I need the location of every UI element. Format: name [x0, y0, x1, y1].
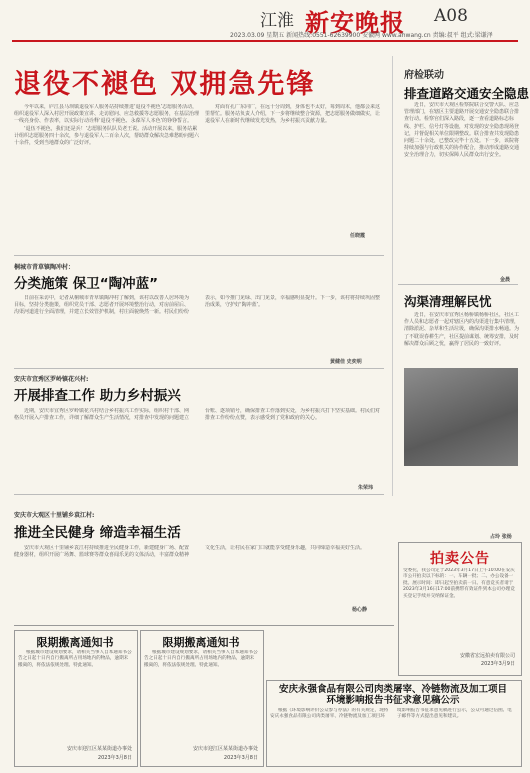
section-name: 江淮: [260, 11, 294, 31]
masthead: [0, 0, 530, 44]
article3-byline: 朱荣玮: [358, 485, 374, 491]
masthead-rule: [12, 40, 518, 42]
article4-body: 安庆市大观区十里铺乡袁江村持续推进全民健身工作，新建健身广场、配置健身器材，组织开展广场舞、篮球赛等群众喜闻乐见的文体活动，丰富群众精神文化生活，让村民在家门口就能享受健身乐趣，共同缔造幸福美好生活。: [14, 545, 366, 559]
side2-body: 近日，在安庆市宜秀区杨桥镇杨桥社区，社区工作人员和志愿者一起对辖区内的沟渠进行集中清理，清除淤泥、杂草和生活垃圾，确保沟渠排水畅通。为了不耽误春耕生产，社区提前谋划、统筹安排，及时解决群众后顾之忧，赢得了居民的一致好评。: [404, 312, 520, 347]
notice-body: 根据《环境影响评价公众参与办法》的有关规定，现将安庆永强食品有限公司肉类屠宰、冷链物流及加工项目环境影响报告书征求意见稿进行公示，公众可通过信函、电子邮件等方式提出意见和建议。: [270, 708, 512, 720]
side1-headline: 排查道路交通安全隐患: [404, 86, 530, 101]
news-photo: [404, 368, 518, 466]
notice-title: 安庆永强食品有限公司肉类屠宰、冷链物流及加工项目 环境影响报告书征求意见稿公示: [278, 684, 507, 706]
article4-headline: 推进全民健身 缔造幸福生活: [14, 525, 181, 541]
notice-body: 根据城市建设规划要求，请相关当事人自本通知书公告之日起十日内自行搬离所占用场地内的物品，逾期未搬离的，将依法依规处理。特此通知。: [144, 650, 258, 668]
article2-kicker: 桐城市青草镇陶冲村：: [14, 264, 75, 271]
lead-column-1: [14, 104, 199, 242]
lead-paragraph: ‘退伍不褪色，我们还是兵！’志愿服务队队员老王说。活动开展以来，服务站累计组织志愿服务四十余次，参与退役军人二百余人次，帮助群众解决急难愁盼问题六十余件，受到当地群众的广泛好评。: [14, 125, 199, 147]
section-divider: [14, 625, 394, 626]
section-divider: [14, 255, 384, 256]
article3-body: 近期，安庆市宜秀区罗岭镇花兴村结合乡村振兴工作实际，组织村干部、网格员开展入户排查工作，详细了解群众生产生活情况，对排查中发现的问题建立台账、逐项销号，确保排查工作落到实处，为乡村振兴打下坚实基础。村民们对排查工作纷纷点赞，表示感受到了党和政府的关心。: [14, 408, 381, 422]
article3-headline: 开展排查工作 助力乡村振兴: [14, 388, 181, 404]
auction-date: 2023年3月9日: [480, 661, 515, 667]
article4-kicker: 安庆市大观区十里铺乡袁江村:: [14, 512, 95, 519]
notice-sign: 安庆市迎江区某某街道办事处: [66, 746, 132, 752]
article2-byline: 黄健佳 史奕明: [330, 359, 362, 365]
auction-body: 受委托，我公司定于2023年3月17日上午10:00在安庆市公开拍卖以下标的：一、车辆一批；二、办公设备一批。展示时间：即日起至拍卖前一日。有意竞买者请于2023年3月16日17:00前携带有效证件到本公司办理竞买登记手续并交纳保证金。: [403, 568, 515, 599]
notice-title: 限期搬离通知书: [36, 636, 114, 649]
section-divider: [14, 494, 384, 495]
article2-headline: 分类施策 保卫“陶冲蓝”: [14, 276, 158, 292]
lead-column-2: [205, 104, 383, 234]
notice-date: 2023年3月8日: [223, 755, 258, 761]
lead-paragraph: 对面有孔广东同广，在远十分周到，身体也不太好，每到周末，他都会来这里帮忙。服务站负责人介绍，下一步将继续整合资源，把志愿服务做细做实，让退役军人在新时代继续发光发热，为乡村振兴贡献力量。: [205, 104, 381, 125]
section-divider: [398, 284, 518, 285]
lead-byline: 任晓霞: [350, 233, 366, 239]
lead-paragraph: 今年以来，庐江县马坝镇退役军人服务站持续推进‘退役不褪色’志愿服务活动，组织退役军人深入村居开展政策宣讲、走访慰问、应急救援等志愿服务，在基层治理一线亮身份、作表率，以实际行动诠释‘退役不褪色、永葆军人本色’的铮铮誓言。: [14, 104, 199, 125]
column-divider: [392, 56, 393, 496]
article2-body: 日前在采访中，记者从桐城市青草镇陶冲村了解到，该村以改善人居环境为目标，坚持分类施策，组织党员干部、志愿者开展环境整治行动，对房前屋后、沟渠河道进行全面清理，并建立长效管护机制，村庄面貌焕然一新。村民们纷纷表示，如今推门见绿、出门见景，幸福感明显提升。下一步，该村将持续巩固整治成果，守护好‘陶冲蓝’。: [14, 295, 381, 316]
section-divider: [14, 368, 384, 369]
lead-headline: 退役不褪色 双拥急先锋: [14, 69, 316, 100]
notice-body: 根据城市建设规划要求，请相关当事人自本通知书公告之日起十日内自行搬离所占用场地内的物品，逾期未搬离的，将依法依规处理。特此通知。: [18, 650, 132, 668]
article4-byline: 杨心静: [352, 607, 368, 613]
auction-company: 安徽省宏远拍卖有限公司: [459, 653, 515, 659]
page-number: A08: [434, 6, 468, 26]
side1-kicker: 府检联动: [404, 70, 444, 81]
side2-caption-area: [404, 470, 520, 536]
notice-title: 限期搬离通知书: [162, 636, 240, 649]
notice-date: 2023年3月8日: [97, 755, 132, 761]
auction-title: 拍卖公告: [430, 551, 490, 567]
side1-byline: 金晨: [500, 277, 511, 283]
masthead-meta: 2023.03.09 星期五 新闻热线:0551-62639900 安徽网 www.ahwang.cn 责编:叔平 组式:梁谦泽: [230, 32, 493, 39]
notice-sign: 安庆市迎江区某某街道办事处: [192, 746, 258, 752]
newspaper-logo: 新安晚报: [305, 8, 405, 37]
side1-body: 近日，安庆市大观区检察院联合交警大队、应急管理部门，在辖区主要道路开展交通安全隐患联合排查行动。检察官们深入路段，逐一查看道路标志标线、护栏、信号灯等设施，对发现的安全隐患现场登记，并督促相关单位限期整改。联合排查共发现隐患问题二十余处，已整改完毕十五处。下一步，该院将持续加强与行政机关的协作配合，推动形成道路交通安全治理合力，切实保障人民群众出行安全。: [404, 102, 520, 159]
side2-headline: 沟渠清理解民忧: [404, 294, 492, 309]
article3-kicker: 安庆市宜秀区罗岭镇花兴村:: [14, 376, 89, 383]
side2-byline: 占玲 张杨: [490, 534, 512, 540]
